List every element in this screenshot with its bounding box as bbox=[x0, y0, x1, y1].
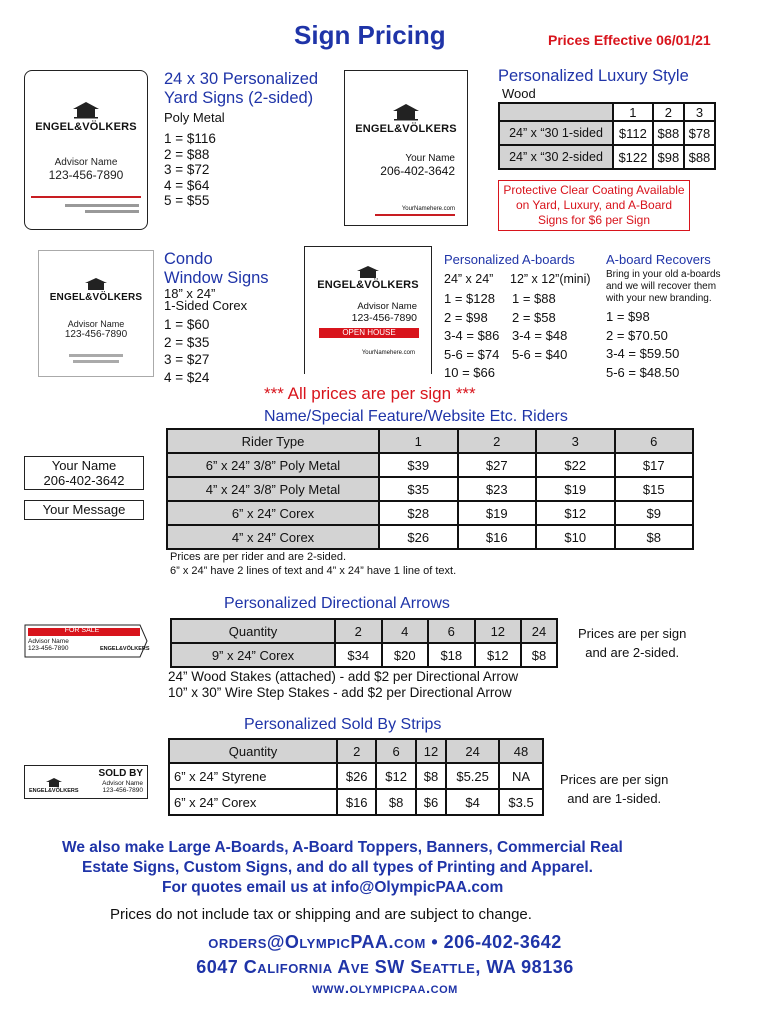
fine-print bbox=[69, 354, 123, 357]
advisor-info: Advisor Name 123-456-7890 bbox=[102, 780, 143, 794]
condo-specs: 18” x 24” 1-Sided Corex bbox=[164, 286, 248, 313]
advisor-name: Advisor Name bbox=[54, 157, 118, 168]
address-line: 6047 California Ave SW Seattle, WA 98136 bbox=[196, 957, 574, 977]
table-row: 9” x 24” Corex $34 $20 $18 $12 $8 bbox=[171, 643, 557, 667]
fine-print bbox=[73, 360, 119, 363]
aboards-col2: 1 = $88 2 = $58 3-4 = $48 5-6 = $40 bbox=[512, 291, 568, 362]
aboards-col1-header: 24” x 24” bbox=[444, 272, 494, 286]
brand-logo: ENGEL&VÖLKERS bbox=[100, 646, 150, 652]
recovers-description: Bring in your old a-boards and we will recover them with your new branding. bbox=[606, 269, 721, 304]
yard-sign-title: 24 x 30 Personalized Yard Signs (2-sided) bbox=[164, 70, 319, 107]
yard-sign-prices: 1 = $116 2 = $88 3 = $72 4 = $64 5 = $55 bbox=[164, 131, 216, 208]
advisor-phone: 123-456-7890 bbox=[64, 329, 128, 340]
yard-sign-mockup-left bbox=[24, 70, 148, 230]
sold-strips-title: Personalized Sold By Strips bbox=[244, 716, 442, 733]
table-row: 4” x 24” 3/8” Poly Metal $35 $23 $19 $15 bbox=[167, 477, 693, 501]
sold-strip-mockup bbox=[24, 765, 148, 799]
rider-sample-message: Your Message bbox=[24, 500, 144, 520]
recovers-prices: 1 = $98 2 = $70.50 3-4 = $59.50 5-6 = $48.50 bbox=[606, 309, 680, 380]
brand-logo: ENGEL&VÖLKERS bbox=[29, 788, 79, 794]
website-link[interactable]: www.olympicpaa.com bbox=[312, 980, 458, 997]
table-cell bbox=[499, 103, 613, 121]
promo-text: We also make Large A-Boards, A-Board Toppers, Banners, Commercial Real Estate Signs, Custom Signs, and do all types of Printing and Apparel. For quotes email us at info@OlympicPAA.com bbox=[62, 839, 623, 896]
arrow-sign-mockup bbox=[24, 624, 148, 658]
brand-logo: ENGEL&VÖLKERS bbox=[355, 123, 457, 135]
advisor-phone: 123-456-7890 bbox=[351, 312, 417, 324]
table-row: 6” x 24” 3/8” Poly Metal $39 $27 $22 $17 bbox=[167, 453, 693, 477]
table-row: 24” x “30 1-sided $112 $88 $78 bbox=[499, 121, 715, 145]
table-header-row: Quantity 2 4 6 12 24 bbox=[171, 619, 557, 643]
house-logo-icon bbox=[83, 277, 109, 291]
brand-logo: ENGEL&VÖLKERS bbox=[49, 292, 143, 303]
table-row: 24” x “30 2-sided $122 $98 $88 bbox=[499, 145, 715, 169]
house-logo-icon bbox=[45, 778, 63, 788]
condo-prices: 1 = $60 2 = $35 3 = $27 4 = $24 bbox=[164, 317, 210, 385]
table-header-row: Quantity 2 6 12 24 48 bbox=[169, 739, 543, 763]
yard-sign-material: Poly Metal bbox=[164, 110, 225, 125]
table-row: 6” x 24” Styrene $26 $12 $8 $5.25 NA bbox=[169, 763, 543, 789]
page-title: Sign Pricing bbox=[294, 20, 446, 50]
sign-website: YourNamehere.com bbox=[361, 350, 415, 356]
advisor-info: Advisor Name 123-456-7890 bbox=[28, 638, 69, 652]
table-header-row: Rider Type 1 2 3 6 bbox=[167, 429, 693, 453]
table-row: 6” x 24” Corex $28 $19 $12 $9 bbox=[167, 501, 693, 525]
advisor-phone: 123-456-7890 bbox=[48, 168, 124, 182]
condo-title: Condo Window Signs bbox=[164, 250, 269, 287]
red-divider bbox=[31, 196, 141, 198]
house-logo-icon bbox=[355, 265, 381, 279]
table-row: 6” x 24” Corex $16 $8 $6 $4 $3.5 bbox=[169, 789, 543, 815]
table-header-cell: 3 bbox=[684, 103, 715, 121]
open-house-banner: OPEN HOUSE bbox=[319, 328, 419, 338]
fine-print bbox=[85, 210, 139, 213]
per-sign-notice: *** All prices are per sign *** bbox=[264, 384, 476, 403]
for-sale-label: FOR SALE bbox=[64, 627, 100, 634]
table-header-cell: 2 bbox=[653, 103, 684, 121]
sign-your-name: Your Name bbox=[405, 153, 455, 164]
advisor-name: Advisor Name bbox=[357, 301, 417, 312]
sold-by-label: SOLD BY bbox=[98, 768, 143, 779]
riders-title: Name/Special Feature/Website Etc. Riders bbox=[264, 408, 568, 425]
arrows-title: Personalized Directional Arrows bbox=[224, 595, 450, 612]
brand-logo: ENGEL&VÖLKERS bbox=[317, 279, 419, 291]
riders-notes: Prices are per rider and are 2-sided. 6” x 24” have 2 lines of text and 4” x 24” have 1 line of text. bbox=[170, 551, 457, 577]
riders-price-table bbox=[166, 428, 694, 550]
arrows-side-note: Prices are per sign and are 2-sided. bbox=[578, 626, 687, 660]
house-logo-icon bbox=[71, 101, 101, 119]
sign-website: YourNamehere.com bbox=[401, 206, 455, 212]
tax-note: Prices do not include tax or shipping and are subject to change. bbox=[110, 906, 532, 923]
contact-line: orders@OlympicPAA.com • 206-402-3642 bbox=[208, 932, 562, 952]
arrows-price-table bbox=[170, 618, 558, 668]
table-row: 4” x 24” Corex $26 $16 $10 $8 bbox=[167, 525, 693, 549]
condo-sign-mockup bbox=[38, 250, 154, 377]
coating-note: Protective Clear Coating Available on Yard, Luxury, and A-Board Signs for $6 per Sign bbox=[498, 180, 690, 231]
rider-sample-name: Your Name 206-402-3642 bbox=[24, 456, 144, 490]
sign-phone: 206-402-3642 bbox=[380, 164, 455, 178]
sold-strips-price-table bbox=[168, 738, 544, 816]
aboards-col2-header: 12” x 12”(mini) bbox=[510, 272, 591, 286]
red-divider bbox=[375, 214, 455, 216]
aboard-sign-mockup bbox=[304, 246, 432, 374]
recovers-title: A-board Recovers bbox=[606, 252, 711, 267]
yard-sign-mockup-right bbox=[344, 70, 468, 226]
luxury-material: Wood bbox=[502, 86, 536, 101]
house-logo-icon bbox=[391, 103, 421, 121]
brand-logo: ENGEL&VÖLKERS bbox=[35, 121, 137, 133]
luxury-price-table bbox=[498, 102, 716, 170]
stake-options: 24” Wood Stakes (attached) - add $2 per Directional Arrow 10” x 30” Wire Step Stakes - add $2 per Directional Arrow bbox=[168, 669, 519, 700]
aboards-title: Personalized A-boards bbox=[444, 252, 575, 267]
advisor-name: Advisor Name bbox=[67, 319, 125, 329]
aboards-col1: 1 = $128 2 = $98 3-4 = $86 5-6 = $74 10 = $66 bbox=[444, 291, 500, 380]
fine-print bbox=[65, 204, 139, 207]
sold-strips-side-note: Prices are per sign and are 1-sided. bbox=[560, 772, 669, 806]
table-header-cell: 1 bbox=[613, 103, 653, 121]
effective-date: Prices Effective 06/01/21 bbox=[548, 32, 711, 48]
luxury-title: Personalized Luxury Style bbox=[498, 67, 689, 85]
